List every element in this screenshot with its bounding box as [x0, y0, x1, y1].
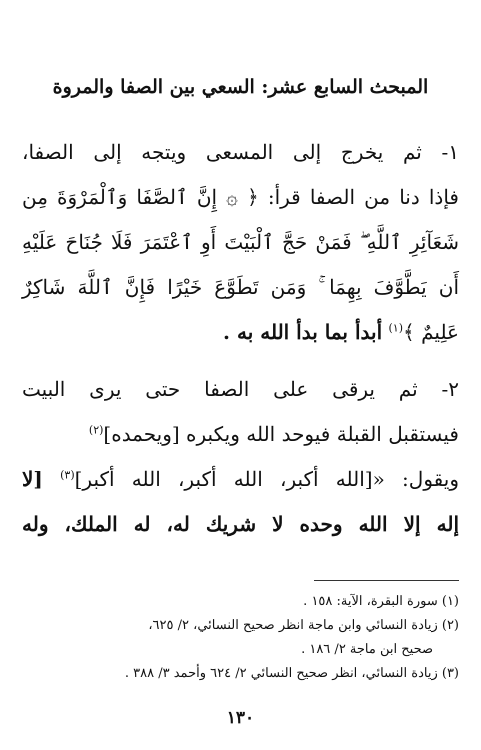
footnote-ref-3: (٣) [60, 468, 75, 482]
quran-verse-line-2: شَعَآئِرِ ٱللَّهِ ۖ فَمَنْ حَجَّ ٱلْبَيْتَ أَوِ ٱعْتَمَرَ فَلَا جُنَاحَ عَلَيْهِ [22, 230, 459, 254]
paragraph-2-line-2 [22, 418, 459, 450]
paragraph-2-line-3-end: [لا [22, 467, 43, 491]
paragraph-2-line-2-text: فيستقبل القبلة فيوحد الله ويكبره [ويحمده] [103, 422, 459, 446]
paragraph-1-line-2 [22, 181, 459, 213]
quran-verse-end: عَلِيمٌ ﴾ [403, 320, 459, 344]
paragraph-2-line-1: ٢- ثم يرقى على الصفا حتى يرى البيت [22, 377, 459, 401]
paragraph-2-line-3 [22, 463, 459, 495]
paragraph-2-line-4: إله إلا الله وحده لا شريك له، له الملك، وله [22, 512, 459, 536]
quran-verse-line-3: أَن يَطَّوَّفَ بِهِمَا ۚ وَمَن تَطَوَّعَ خَيْرًا فَإِنَّ ٱللَّهَ شَاكِرٌ [22, 275, 459, 299]
footnote-1: (١) سورة البقرة، الآية: ١٥٨ . [303, 594, 459, 609]
footnote-ref-2: (٢) [88, 423, 104, 437]
footnote-3: (٣) زيادة النسائي، انظر صحيح النسائي ٢/ ٦٢٤ وأحمد ٣/ ٣٨٨ . [124, 666, 459, 681]
paragraph-1-line-2-text: فإذا دنا من الصفا قرأ: [267, 185, 459, 209]
section-heading: المبحث السابع عشر: السعي بين الصفا والمروة [52, 76, 429, 98]
paragraph-1-line-5 [22, 316, 459, 348]
footnote-divider [314, 580, 459, 581]
paragraph-1-line-1: ١- ثم يخرج إلى المسعى ويتجه إلى الصفا، [22, 140, 459, 164]
footnote-ref-1: (١) [388, 321, 404, 335]
footnote-2: (٢) زيادة النسائي وابن ماجة انظر صحيح النسائي، ٢/ ٦٢٥، [148, 618, 459, 633]
quran-verse-start: ﴿ ۞ إِنَّ ٱلصَّفَا وَٱلْمَرْوَةَ مِن [22, 185, 259, 209]
paragraph-2-line-3-text: ويقول: «[الله أكبر، الله أكبر، الله أكبر] [74, 467, 459, 491]
page-number: ١٣٠ [226, 708, 255, 728]
footnote-2-continuation: صحيح ابن ماجة ٢/ ١٨٦ . [301, 642, 433, 657]
paragraph-1-closing-text: أبدأ بما بدأ الله به . [223, 320, 383, 344]
